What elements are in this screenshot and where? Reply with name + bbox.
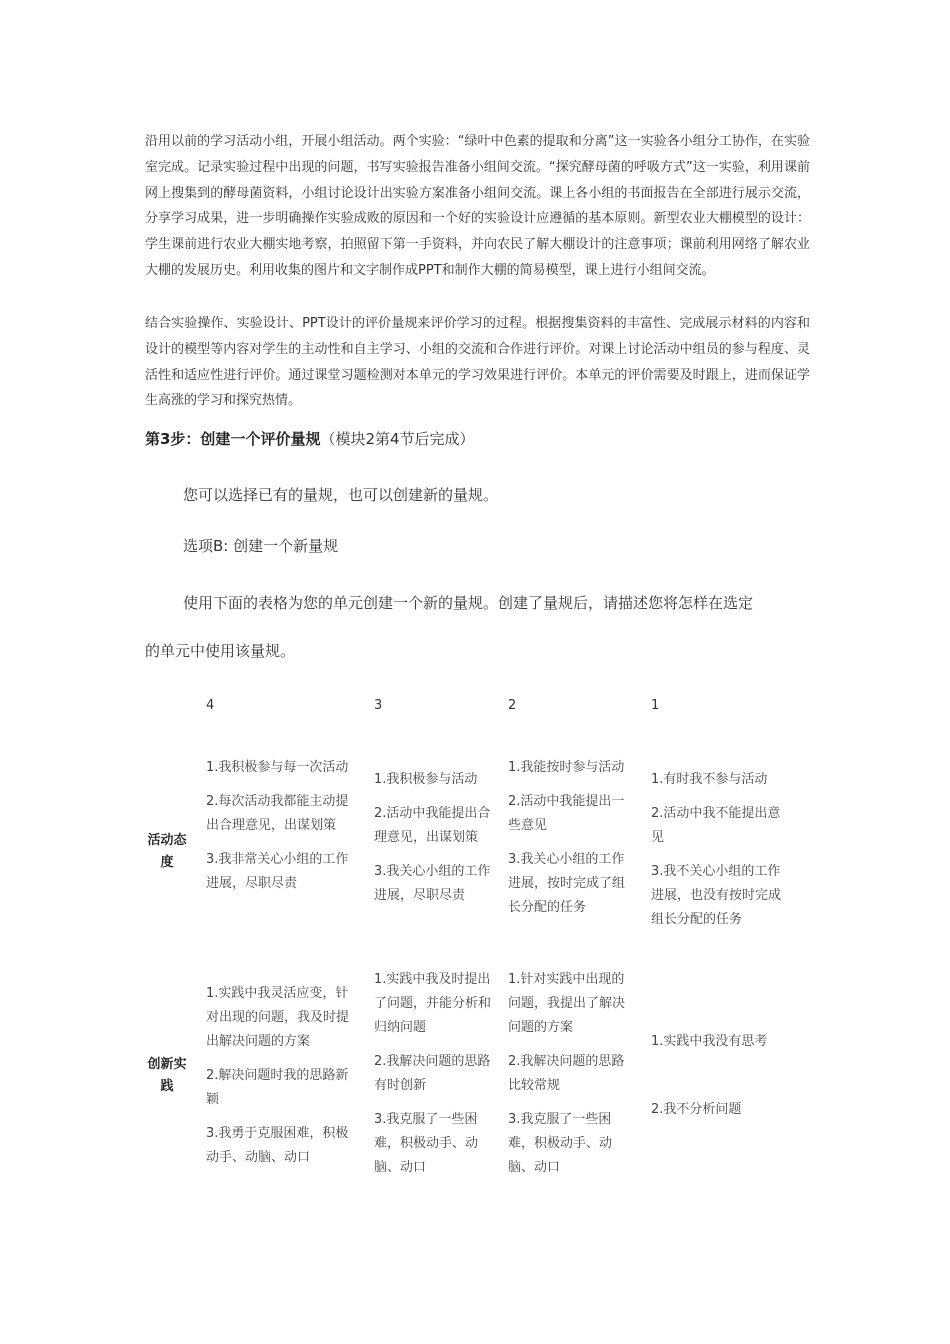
rubric-cell bbox=[651, 1030, 791, 1132]
rubric-criterion: 3.我关心小组的工作进展，尽职尽责 bbox=[374, 864, 491, 903]
rubric-criterion: 2.活动中我能提出合理意见，出谋划策 bbox=[374, 806, 491, 845]
rubric-header-2: 2 bbox=[508, 698, 517, 713]
rubric-criterion: 3.我克服了一些困难，积极动手、动脑、动口 bbox=[508, 1112, 613, 1175]
rubric-header-1: 1 bbox=[651, 698, 660, 713]
paragraph-activity-description: 沿用以前的学习活动小组，开展小组活动。两个实验：“绿叶中色素的提取和分离”这一实验各小组分工协作，在实验室完成。记录实验过程中出现的问题，书写实验报告准备小组间交流。“探究酵母菌的呼吸方式”这一实验，利用课前网上搜集到的酵母菌资料，小组讨论设计出实验方案准备小组间交流。课上各小组的书面报告在全部进行展示交流，分享学习成果，进一步明确操作实验成败的原因和一个好的实验设计应遵循的基本原则。新型农业大棚模型的设计：学生课前进行农业大棚实地考察，拍照留下第一手资料，并向农民了解大棚设计的注意事项；课前利用网络了解农业大棚的发展历史。利用收集的图片和文字制作成PPT和制作大棚的简易模型，课上进行小组间交流。 bbox=[145, 134, 810, 278]
rubric-cell bbox=[374, 768, 494, 918]
rubric-criterion: 3.我非常关心小组的工作进展，尽职尽责 bbox=[206, 852, 349, 891]
rubric-criterion: 3.我勇于克服困难，积极动手、动脑、动口 bbox=[206, 1126, 349, 1165]
rubric-criterion: 2.活动中我能提出一些意见 bbox=[508, 794, 625, 833]
step-3-heading bbox=[145, 427, 475, 451]
rubric-criterion: 1.实践中我灵活应变，针对出现的问题，我及时提出解决问题的方案 bbox=[206, 986, 350, 1049]
rubric-cell bbox=[206, 756, 356, 906]
step-3-note: （模块2第4节后完成） bbox=[320, 430, 475, 448]
rubric-criterion: 1.针对实践中出现的问题，我提出了解决问题的方案 bbox=[508, 972, 626, 1035]
step-3-title: 第3步：创建一个评价量规 bbox=[145, 430, 321, 448]
rubric-criterion: 1.实践中我及时提出了问题，并能分析和归纳问题 bbox=[374, 972, 492, 1035]
option-b-text: 选项B: 创建一个新量规 bbox=[183, 537, 339, 555]
rubric-criterion: 2.我解决问题的思路有时创新 bbox=[374, 1054, 491, 1093]
rubric-cell bbox=[508, 968, 636, 1190]
rubric-criterion: 1.我积极参与每一次活动 bbox=[206, 760, 349, 775]
paragraph-evaluation-description: 结合实验操作、实验设计、PPT设计的评价量规来评价学习的过程。根据搜集资料的丰富性、完成展示材料的内容和设计的模型等内容对学生的主动性和自主学习、小组的交流和合作进行评价。对课上讨论活动中组员的参与程度、灵活性和适应性进行评价。通过课堂习题检测对本单元的学习效果进行评价。本单元的评价需要及时跟上，进而保证学生高涨的学习和探究热情。 bbox=[145, 316, 810, 409]
rubric-criterion: 1.有时我不参与活动 bbox=[651, 772, 768, 787]
rubric-criterion: 3.我关心小组的工作进展，按时完成了组长分配的任务 bbox=[508, 852, 626, 915]
rubric-criterion: 3.我克服了一些困难，积极动手、动脑、动口 bbox=[374, 1112, 479, 1175]
intro-text: 您可以选择已有的量规，也可以创建新的量规。 bbox=[183, 486, 499, 504]
rubric-criterion: 2.活动中我不能提出意见 bbox=[651, 806, 781, 845]
usage-text-line-2: 的单元中使用该量规。 bbox=[145, 642, 296, 660]
rubric-criterion: 2.每次活动我都能主动提出合理意见，出谋划策 bbox=[206, 794, 349, 833]
rubric-criterion: 1.实践中我没有思考 bbox=[651, 1034, 768, 1049]
rubric-criterion: 1.我能按时参与活动 bbox=[508, 760, 625, 775]
rubric-criterion: 2.我不分析问题 bbox=[651, 1102, 742, 1117]
rubric-criterion: 2.解决问题时我的思路新颖 bbox=[206, 1068, 349, 1107]
rubric-criterion: 2.我解决问题的思路比较常规 bbox=[508, 1054, 625, 1093]
rubric-criterion: 3.我不关心小组的工作进展，也没有按时完成组长分配的任务 bbox=[651, 864, 782, 927]
rubric-row-label-innovation: 创新实践 bbox=[147, 1057, 187, 1094]
rubric-criterion: 1.我积极参与活动 bbox=[374, 772, 478, 787]
rubric-header-3: 3 bbox=[374, 698, 383, 713]
rubric-header-4: 4 bbox=[206, 698, 215, 713]
rubric-row-label-attitude: 活动态度 bbox=[147, 833, 187, 870]
rubric-cell bbox=[374, 968, 494, 1190]
rubric-cell bbox=[651, 768, 791, 942]
rubric-cell bbox=[206, 982, 356, 1180]
rubric-cell bbox=[508, 756, 636, 930]
usage-text-line-1: 使用下面的表格为您的单元创建一个新的量规。创建了量规后，请描述您将怎样在选定 bbox=[183, 594, 754, 612]
